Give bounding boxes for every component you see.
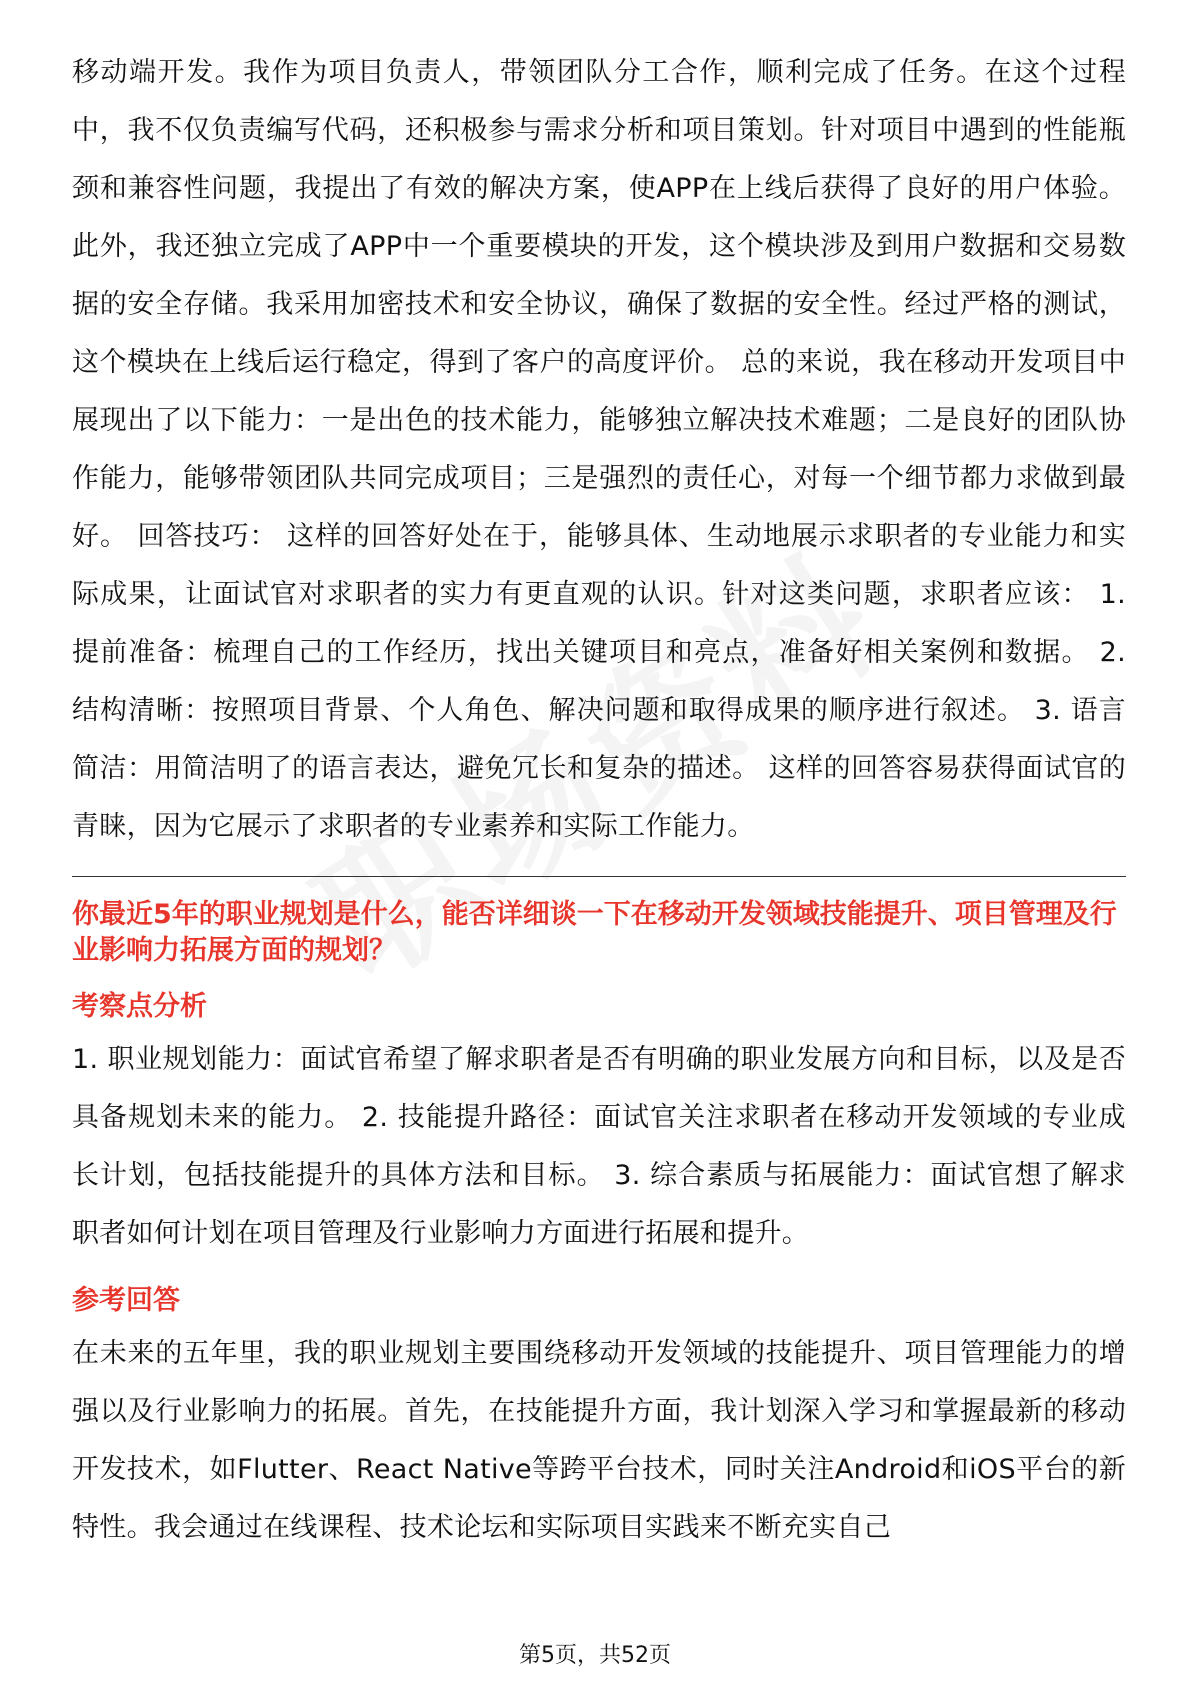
intro-paragraph: 移动端开发。我作为项目负责人，带领团队分工合作，顺利完成了任务。在这个过程中，我不仅负责编写代码，还积极参与需求分析和项目策划。针对项目中遇到的性能瓶颈和兼容性问题，我提出了有效的解决方案，使APP在上线后获得了良好的用户体验。 此外，我还独立完成了APP中一个重要模块的开发，这个模块涉及到用户数据和交易数据的安全存储。我采用加密技术和安全协议，确保了数据的安全性。经过严格的测试，这个模块在上线后运行稳定，得到了客户的高度评价。 总的来说，我在移动开发项目中展现出了以下能力：一是出色的技术能力，能够独立解决技术难题；二是良好的团队协作能力，能够带领团队共同完成项目；三是强烈的责任心，对每一个细节都力求做到最好。 回答技巧： 这样的回答好处在于，能够具体、生动地展示求职者的专业能力和实际成果，让面试官对求职者的实力有更直观的认识。针对这类问题，求职者应该： 1. 提前准备：梳理自己的工作经历，找出关键项目和亮点，准备好相关案例和数据。 2. 结构清晰：按照项目背景、个人角色、解决问题和取得成果的顺序进行叙述。 3. 语言简洁：用简洁明了的语言表达，避免冗长和复杂的描述。 这样的回答容易获得面试官的青睐，因为它展示了求职者的专业素养和实际工作能力。 [72, 57, 1126, 842]
analysis-paragraph: 1. 职业规划能力：面试官希望了解求职者是否有明确的职业发展方向和目标，以及是否具备规划未来的能力。 2. 技能提升路径：面试官关注求职者在移动开发领域的专业成长计划，包括技能提升的具体方法和目标。 3. 综合素质与拓展能力：面试官想了解求职者如何计划在项目管理及行业影响力方面进行拓展和提升。 [72, 1044, 1126, 1249]
page-content [72, 44, 1126, 1557]
answer-title: 参考回答 [72, 1285, 180, 1316]
page-number: 第5页，共52页 [519, 1643, 671, 1668]
analysis-title: 考察点分析 [72, 991, 207, 1022]
question-heading: 你最近5年的职业规划是什么，能否详细谈一下在移动开发领域技能提升、项目管理及行业影响力拓展方面的规划？ [72, 899, 1117, 966]
section-divider [72, 876, 1126, 877]
answer-paragraph: 在未来的五年里，我的职业规划主要围绕移动开发领域的技能提升、项目管理能力的增强以及行业影响力的拓展。首先，在技能提升方面，我计划深入学习和掌握最新的移动开发技术，如Flutter、React Native等跨平台技术，同时关注Android和iOS平台的新特性。我会通过在线课程、技术论坛和实际项目实践来不断充实自己 [72, 1338, 1126, 1543]
